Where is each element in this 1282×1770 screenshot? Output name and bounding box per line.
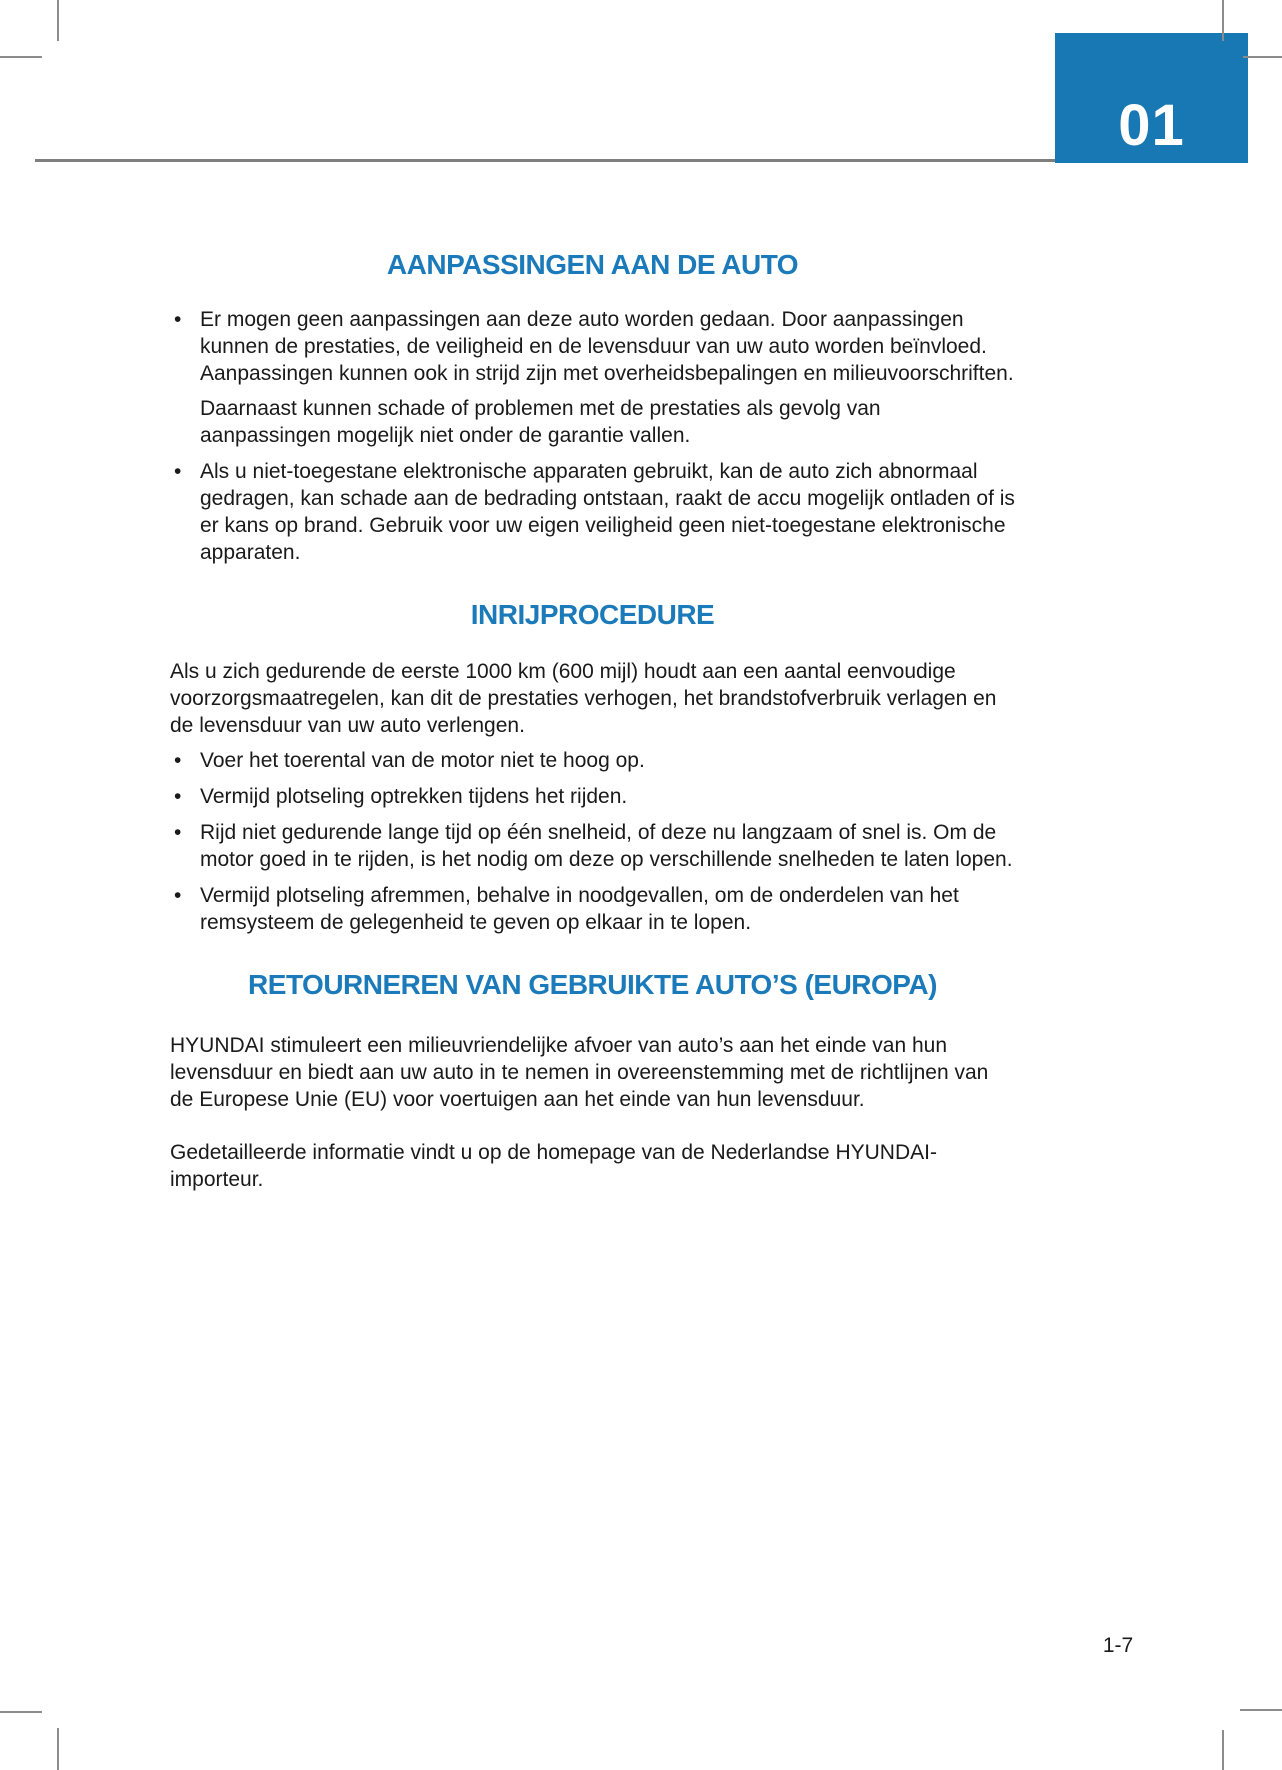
bullet-text: Vermijd plotseling optrekken tijdens het rijden. — [200, 785, 628, 808]
section-heading-inrijprocedure: INRIJPROCEDURE — [470, 599, 715, 630]
crop-mark-bottom-left-vertical — [57, 1728, 59, 1770]
chapter-number: 01 — [1118, 93, 1185, 158]
crop-mark-top-left-vertical — [57, 0, 59, 41]
bullet-body — [200, 458, 1015, 566]
bullet-marker: • — [174, 884, 182, 907]
list-item — [170, 306, 1015, 449]
bullet-marker: • — [174, 749, 182, 772]
page-number: 1-7 — [1102, 1634, 1134, 1657]
bullet-body — [200, 819, 1015, 873]
list-item — [170, 458, 1015, 566]
bullet-text: Voer het toerental van de motor niet te hoog op. — [200, 749, 645, 772]
section-intro-paragraph: Als u zich gedurende de eerste 1000 km (600 mijl) houdt aan een aantal eenvoudige voorzorgsmaatregelen, kan dit de prestaties verhogen, het brandstofverbruik verlagen en de levensduur van uw auto verlengen. — [170, 660, 997, 737]
bullet-continuation-text: Daarnaast kunnen schade of problemen met de prestaties als gevolg van aanpassingen mogelijk niet onder de garantie vallen. — [200, 397, 881, 447]
bullet-marker: • — [174, 460, 182, 483]
bullet-body — [200, 882, 1015, 936]
crop-mark-bottom-left-horizontal — [0, 1711, 42, 1713]
bullet-text: Rijd niet gedurende lange tijd op één snelheid, of deze nu langzaam of snel is. Om de motor goed in te rijden, is het nodig om deze op verschillende snelheden te laten lopen. — [200, 821, 1013, 871]
list-item — [170, 819, 1015, 873]
bullet-body — [200, 306, 1015, 449]
chapter-badge — [1055, 33, 1248, 163]
bullet-text: Vermijd plotseling afremmen, behalve in noodgevallen, om de onderdelen van het remsysteem de gelegenheid te geven op elkaar in te lopen. — [200, 884, 959, 934]
list-item — [170, 882, 1015, 936]
list-item — [170, 783, 1015, 810]
body-paragraph: Gedetailleerde informatie vindt u op de homepage van de Nederlandse HYUNDAI-importeur. — [170, 1141, 937, 1191]
content-column — [170, 162, 1015, 1193]
crop-mark-top-right-vertical — [1222, 0, 1224, 41]
crop-mark-top-left-horizontal — [0, 56, 42, 58]
bullet-body — [200, 747, 1015, 774]
bullet-marker: • — [174, 785, 182, 808]
crop-mark-top-right-horizontal — [1243, 56, 1282, 58]
crop-mark-bottom-right-vertical — [1222, 1730, 1224, 1770]
bullet-body — [200, 783, 1015, 810]
crop-mark-bottom-right-horizontal — [1240, 1709, 1282, 1711]
bullet-list-aanpassingen — [170, 306, 1015, 566]
bullet-text: Als u niet-toegestane elektronische apparaten gebruikt, kan de auto zich abnormaal gedragen, kan schade aan de bedrading ontstaan, raakt de accu mogelijk ontladen of is er kans op brand. Gebruik voor uw eigen veiligheid geen niet-toegestane elektronische apparaten. — [200, 460, 1015, 564]
bullet-marker: • — [174, 308, 182, 331]
section-heading-aanpassingen: AANPASSINGEN AAN DE AUTO — [386, 249, 799, 280]
body-paragraph: HYUNDAI stimuleert een milieuvriendelijke afvoer van auto’s aan het einde van hun levensduur en biedt aan uw auto in te nemen in overeenstemming met de richtlijnen van de Europese Unie (EU) voor voertuigen aan het einde van hun levensduur. — [170, 1034, 989, 1111]
list-item — [170, 747, 1015, 774]
bullet-text: Er mogen geen aanpassingen aan deze auto worden gedaan. Door aanpassingen kunnen de prestaties, de veiligheid en de levensduur van uw auto worden beïnvloed. Aanpassingen kunnen ook in strijd zijn met overheidsbepalingen en milieuvoorschriften. — [200, 308, 1014, 385]
section-heading-retourneren: RETOURNEREN VAN GEBRUIKTE AUTO’S (EUROPA) — [248, 969, 937, 1000]
bullet-marker: • — [174, 821, 182, 844]
bullet-list-inrijprocedure — [170, 747, 1015, 936]
